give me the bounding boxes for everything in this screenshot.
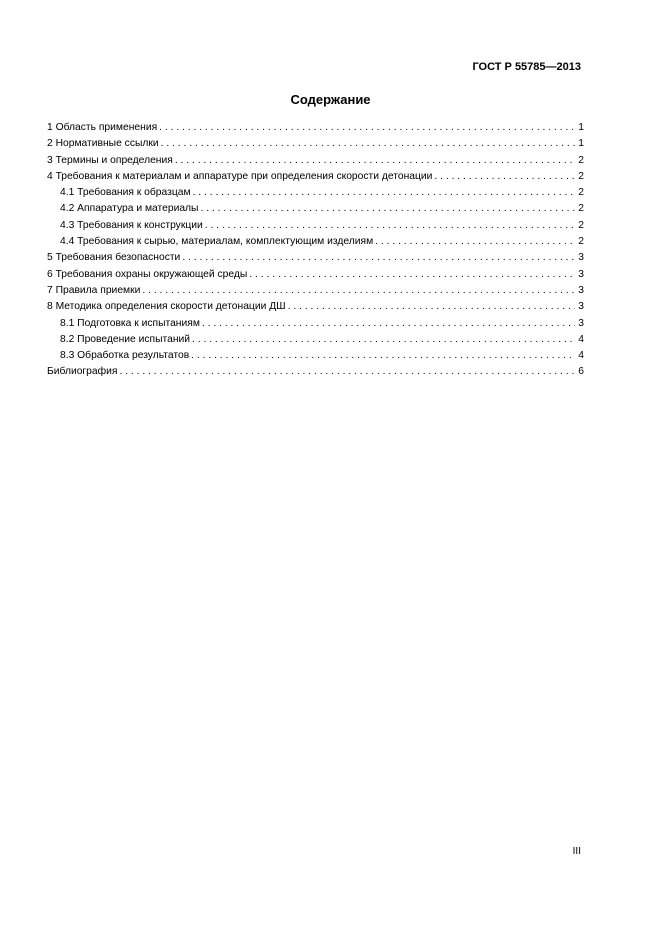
toc-dot-leader — [182, 250, 575, 266]
toc-entry-label: 5 Требования безопасности — [47, 252, 181, 264]
toc-entry-page: 3 — [578, 268, 584, 280]
toc-entry-page: 4 — [578, 350, 584, 362]
toc-entry-label: 8.3 Обработка результатов — [60, 350, 190, 362]
toc-entry-label: 4 Требования к материалам и аппаратуре при определения скорости детонации — [47, 170, 433, 182]
toc-dot-leader — [375, 234, 575, 250]
toc-dot-leader — [205, 218, 576, 234]
toc-dot-leader — [288, 299, 576, 315]
toc-entry-label: 4.3 Требования к конструкции — [60, 219, 203, 231]
toc-entry[interactable] — [47, 267, 584, 283]
toc-entry[interactable] — [47, 185, 584, 201]
toc-entry[interactable] — [47, 136, 584, 152]
toc-dot-leader — [161, 136, 576, 152]
toc-entry[interactable] — [47, 201, 584, 217]
toc-dot-leader — [434, 169, 575, 185]
document-code: ГОСТ Р 55785—2013 — [472, 61, 581, 73]
toc-entry-page: 1 — [578, 138, 584, 150]
toc-dot-leader — [159, 120, 575, 136]
toc-entry-label: 3 Термины и определения — [47, 154, 173, 166]
table-of-contents — [47, 120, 584, 381]
toc-entry-label: 2 Нормативные ссылки — [47, 138, 159, 150]
toc-entry[interactable] — [47, 364, 584, 380]
toc-entry-label: 7 Правила приемки — [47, 284, 141, 296]
toc-entry[interactable] — [47, 234, 584, 250]
toc-entry-page: 3 — [578, 284, 584, 296]
toc-entry-page: 2 — [578, 219, 584, 231]
toc-entry[interactable] — [47, 316, 584, 332]
toc-entry[interactable] — [47, 120, 584, 136]
toc-entry-page: 2 — [578, 154, 584, 166]
toc-dot-leader — [175, 153, 575, 169]
toc-entry-label: 8.2 Проведение испытаний — [60, 333, 191, 345]
toc-dot-leader — [192, 332, 575, 348]
toc-entry-page: 4 — [578, 333, 584, 345]
toc-entry-label: 4.4 Требования к сырью, материалам, комплектующим изделиям — [60, 236, 374, 248]
toc-entry-page: 6 — [578, 366, 584, 378]
toc-dot-leader — [119, 364, 575, 380]
toc-entry-label: 8.1 Подготовка к испытаниям — [60, 317, 200, 329]
toc-entry-page: 3 — [578, 252, 584, 264]
toc-entry-page: 2 — [578, 187, 584, 199]
toc-entry-page: 3 — [578, 317, 584, 329]
toc-entry[interactable] — [47, 218, 584, 234]
toc-title: Содержание — [290, 92, 371, 107]
page-number: III — [572, 846, 581, 857]
toc-entry[interactable] — [47, 250, 584, 266]
toc-entry-label: 6 Требования охраны окружающей среды — [47, 268, 248, 280]
toc-dot-leader — [193, 185, 576, 201]
toc-entry[interactable] — [47, 332, 584, 348]
toc-dot-leader — [249, 267, 575, 283]
toc-entry[interactable] — [47, 299, 584, 315]
toc-entry-label: 4.1 Требования к образцам — [60, 187, 191, 199]
toc-entry-label: 1 Область применения — [47, 122, 158, 133]
toc-entry-label: Библиография — [47, 366, 118, 378]
toc-entry-label: 4.2 Аппаратура и материалы — [60, 203, 199, 215]
toc-dot-leader — [202, 316, 575, 332]
toc-entry-page: 2 — [578, 170, 584, 182]
toc-dot-leader — [142, 283, 575, 299]
toc-entry[interactable] — [47, 169, 584, 185]
toc-entry-label: 8 Методика определения скорости детонации ДШ — [47, 301, 286, 313]
toc-entry-page: 1 — [578, 122, 584, 133]
toc-entry[interactable] — [47, 283, 584, 299]
toc-dot-leader — [200, 201, 575, 217]
toc-entry-page: 2 — [578, 236, 584, 248]
toc-entry[interactable] — [47, 153, 584, 169]
toc-entry[interactable] — [47, 348, 584, 364]
toc-entry-page: 3 — [578, 301, 584, 313]
toc-entry-page: 2 — [578, 203, 584, 215]
toc-dot-leader — [191, 348, 575, 364]
